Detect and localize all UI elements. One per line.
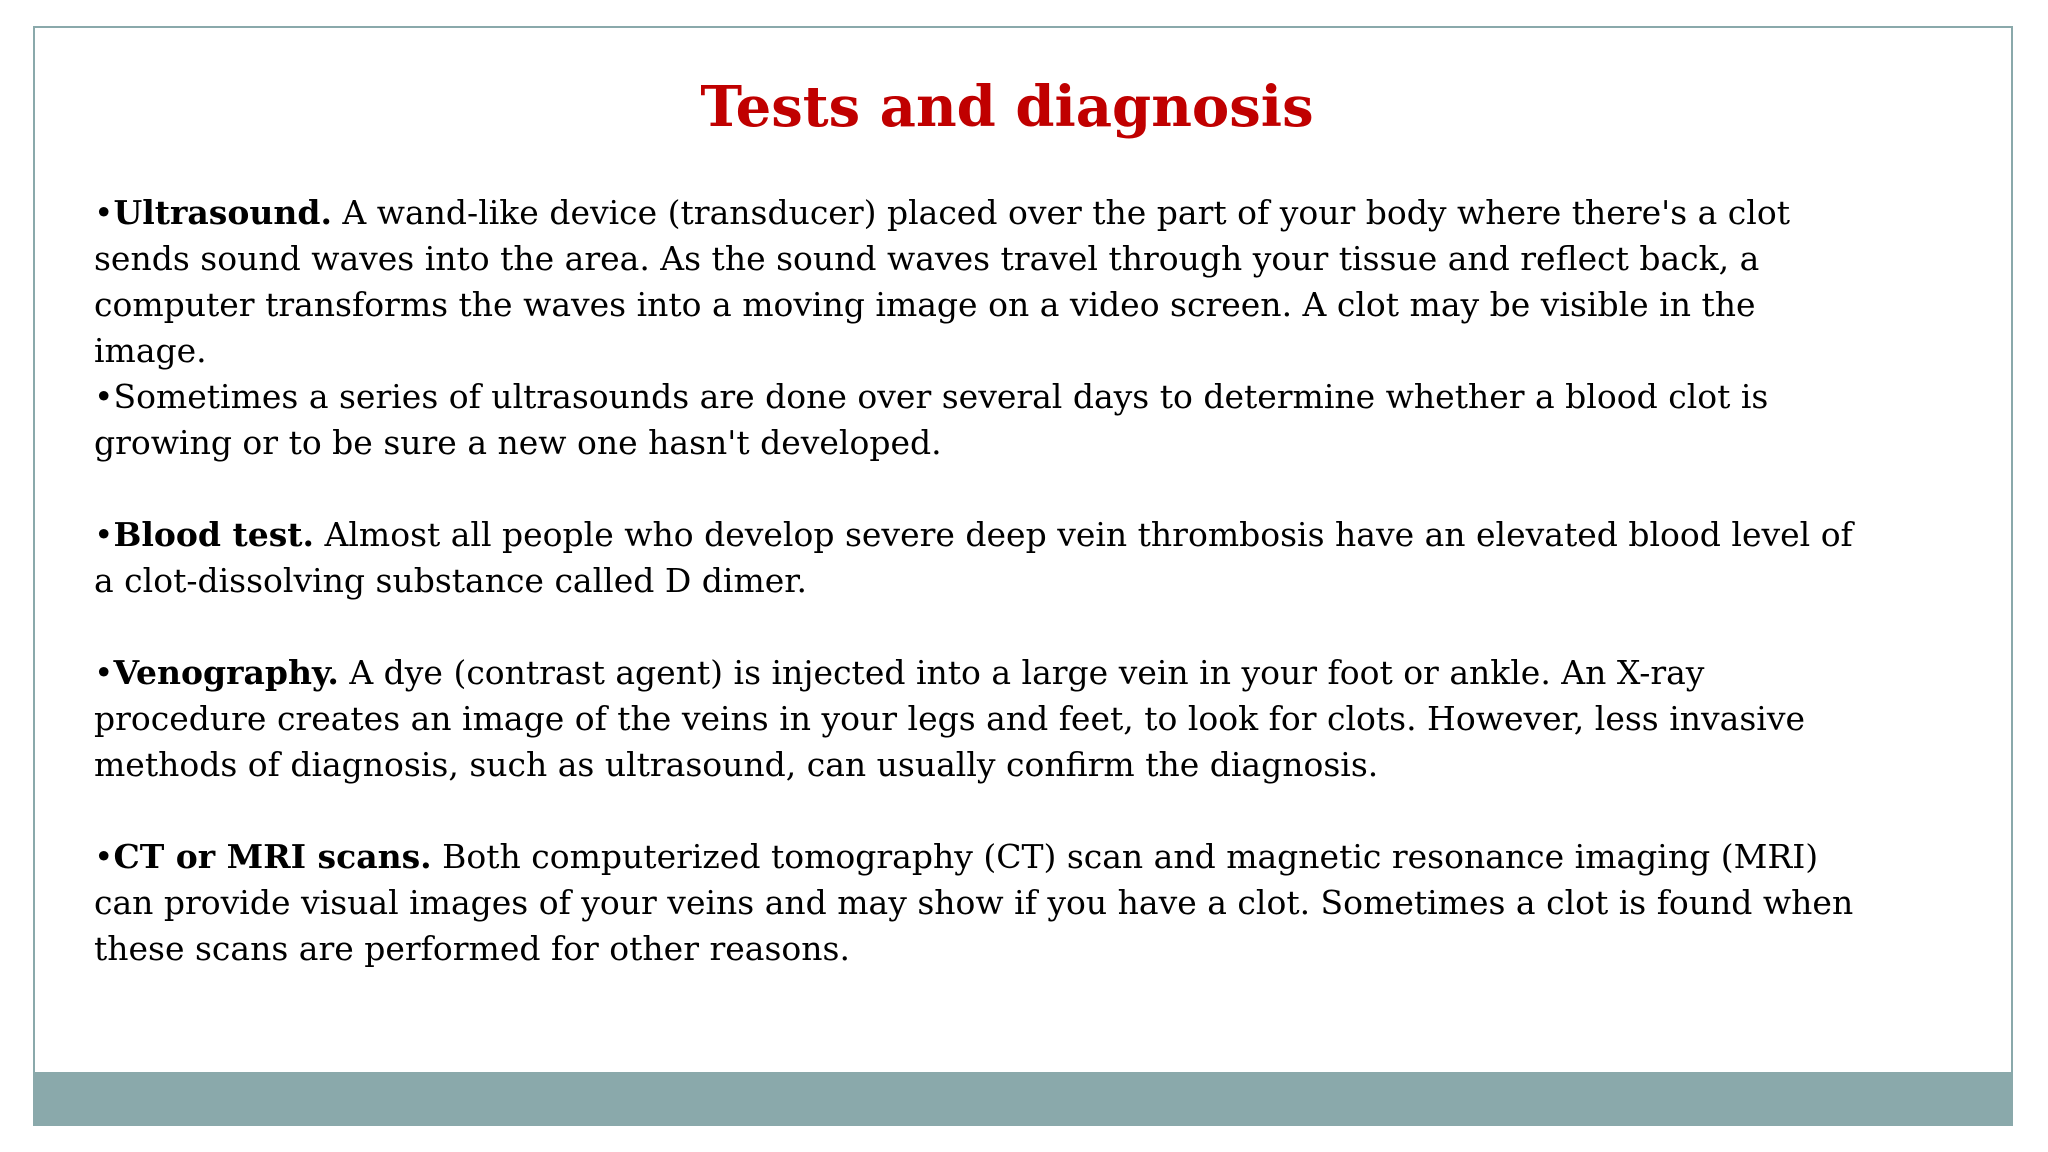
bullet-glyph: • [94,837,114,876]
bullet-glyph: • [94,193,114,232]
bullet-lead: CT or MRI scans. [113,837,432,876]
bullet-text: Sometimes a series of ultrasounds are done over several days to determine whether a blood clot is growing or to be sure a new one hasn't developed. [94,377,1769,462]
slide-title: Tests and diagnosis [700,74,1314,140]
bullet-glyph: • [94,653,114,692]
bullet-lead: Ultrasound. [113,193,332,232]
bullet-ultrasound [94,190,1854,374]
bullet-ct-mri [94,834,1854,972]
footer-bar [35,1072,2011,1124]
slide-body [94,190,1854,972]
bullet-glyph: • [94,377,114,416]
bullet-venography [94,650,1854,788]
bullet-ultrasound-series [94,374,1854,466]
bullet-lead: Blood test. [113,515,315,554]
bullet-text: Almost all people who develop severe deep vein thrombosis have an elevated blood level of a clot-dissolving substance called D dimer. [94,515,1853,600]
bullet-glyph: • [94,515,114,554]
bullet-lead: Venography. [113,653,339,692]
bullet-text: Both computerized tomography (CT) scan and magnetic resonance imaging (MRI) can provide visual images of your veins and may show if you have a clot. Sometimes a clot is found when these scans are performed for other reasons. [94,837,1854,968]
bullet-text: A wand-like device (transducer) placed over the part of your body where there's a clot sends sound waves into the area. As the sound waves travel through your tissue and reflect back, a computer transforms the waves into a moving image on a video screen. A clot may be visible in the image. [94,193,1790,370]
bullet-text: A dye (contrast agent) is injected into a large vein in your foot or ankle. An X-ray procedure creates an image of the veins in your legs and feet, to look for clots. However, less invasive methods of diagnosis, such as ultrasound, can usually confirm the diagnosis. [94,653,1806,784]
slide [33,26,2013,1126]
bullet-blood-test [94,512,1854,604]
